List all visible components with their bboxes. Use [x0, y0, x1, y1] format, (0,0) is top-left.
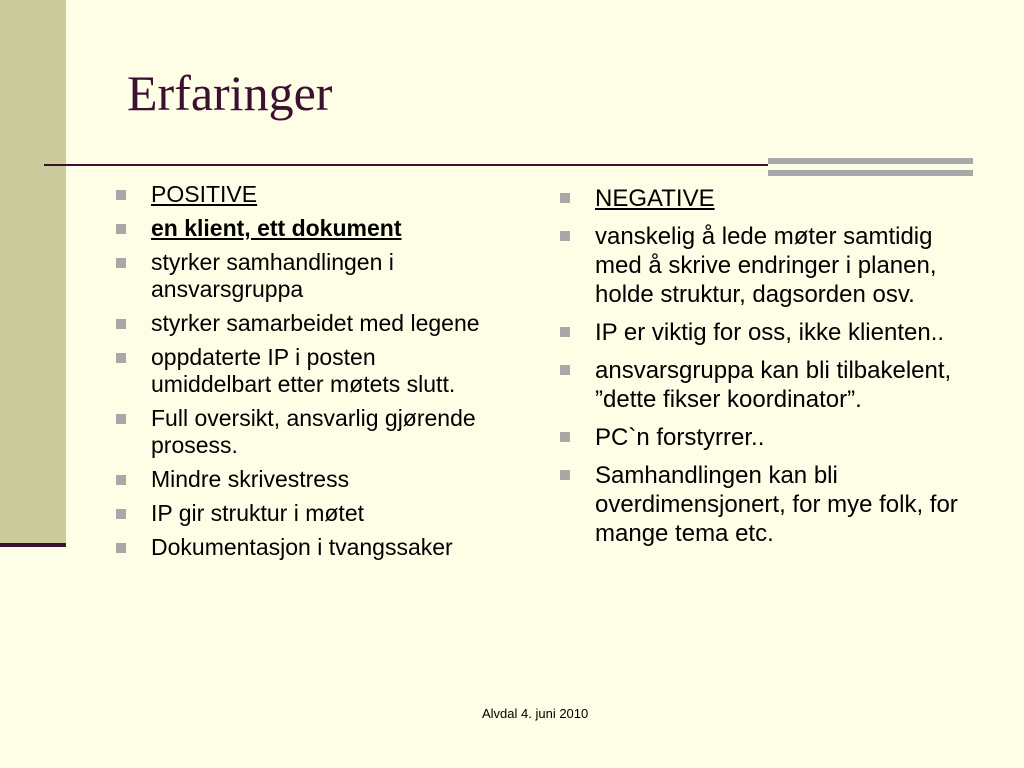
title-accent-bar-top	[768, 158, 973, 164]
positive-item	[114, 466, 484, 493]
square-bullet-icon	[560, 365, 570, 375]
square-bullet-icon	[560, 231, 570, 241]
square-bullet-icon	[560, 470, 570, 480]
positive-heading: POSITIVE	[151, 181, 258, 207]
negative-item	[558, 423, 958, 452]
side-decor-bar	[0, 0, 66, 544]
negative-item	[558, 461, 958, 548]
positive-heading-item	[114, 181, 484, 208]
title-accent	[768, 158, 973, 178]
square-bullet-icon	[116, 475, 126, 485]
square-bullet-icon	[560, 432, 570, 442]
negative-item-text: IP er viktig for oss, ikke klienten..	[595, 319, 945, 346]
negative-item-text: Samhandlingen kan bli overdimensjonert, for mye folk, for mange tema etc.	[595, 462, 958, 547]
negative-item	[558, 318, 958, 347]
positive-column	[114, 181, 484, 568]
negative-heading: NEGATIVE	[595, 185, 715, 212]
slide-title: Erfaringer	[127, 65, 333, 121]
square-bullet-icon	[116, 319, 126, 329]
title-rule	[44, 164, 768, 166]
positive-item-text: Mindre skrivestress	[151, 466, 350, 492]
negative-heading-item	[558, 184, 958, 213]
positive-item-text: IP gir struktur i møtet	[151, 500, 365, 526]
square-bullet-icon	[116, 543, 126, 553]
positive-item-text: Full oversikt, ansvarlig gjørende prosess.	[151, 405, 476, 458]
square-bullet-icon	[116, 353, 126, 363]
positive-item	[114, 344, 484, 398]
slide-footer: Alvdal 4. juni 2010	[482, 706, 589, 721]
title-accent-bar-bottom	[768, 170, 973, 176]
negative-item	[558, 356, 958, 414]
positive-subheading-item	[114, 215, 484, 242]
positive-item-text: styrker samhandlingen i ansvarsgruppa	[151, 249, 394, 302]
positive-subheading: en klient, ett dokument	[151, 215, 402, 241]
square-bullet-icon	[116, 509, 126, 519]
negative-column	[558, 184, 958, 557]
negative-item	[558, 222, 958, 309]
square-bullet-icon	[560, 193, 570, 203]
positive-item-text: styrker samarbeidet med legene	[151, 310, 480, 336]
negative-item-text: PC`n forstyrrer..	[595, 424, 765, 451]
positive-item	[114, 500, 484, 527]
positive-item-text: oppdaterte IP i posten umiddelbart etter møtets slutt.	[151, 344, 456, 397]
positive-item	[114, 249, 484, 303]
square-bullet-icon	[560, 327, 570, 337]
square-bullet-icon	[116, 258, 126, 268]
positive-item	[114, 534, 484, 561]
square-bullet-icon	[116, 224, 126, 234]
negative-item-text: ansvarsgruppa kan bli tilbakelent, ”dette fikser koordinator”.	[595, 357, 952, 413]
positive-item	[114, 310, 484, 337]
positive-item	[114, 405, 484, 459]
side-decor-line	[0, 543, 66, 547]
positive-item-text: Dokumentasjon i tvangssaker	[151, 534, 453, 560]
negative-item-text: vanskelig å lede møter samtidig med å skrive endringer i planen, holde struktur, dagsorden osv.	[595, 223, 937, 308]
square-bullet-icon	[116, 190, 126, 200]
square-bullet-icon	[116, 414, 126, 424]
